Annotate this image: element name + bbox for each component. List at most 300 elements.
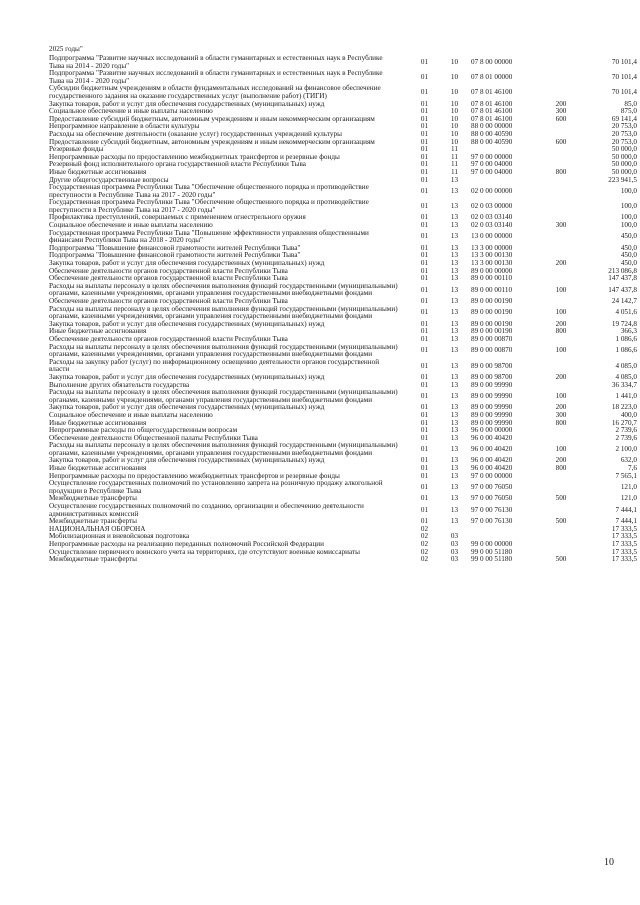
- row-target-article: 07 8 01 46100: [471, 114, 513, 123]
- row-name: Расходы на выплаты персоналу в целях обеспечения выполнения функций государственными (муниципальными) органами, казенными учреждениями, органами управления государственными внебюджетными фондами: [49, 281, 398, 298]
- row-amount: 4 085,0: [615, 372, 637, 381]
- row-target-article: 97 0 00 76050: [471, 483, 513, 492]
- row-subsection: 13: [450, 380, 459, 389]
- row-amount: 69 141,4: [611, 114, 637, 123]
- row-section: 01: [420, 232, 429, 241]
- row-name: Резервные фонды: [49, 145, 104, 154]
- row-section: 01: [420, 175, 429, 184]
- row-target-article: 96 0 00 40420: [471, 464, 513, 473]
- row-target-article: 07 8 01 00000: [471, 72, 513, 81]
- row-expense-type: [543, 123, 579, 131]
- table-row: [49, 184, 637, 199]
- row-name: Расходы на закупку работ (услуг) по информационному освещению деятельности органов государственной власти: [49, 357, 380, 374]
- row-amount: 7 444,1: [615, 505, 637, 514]
- row-name: Межбюджетные трансферты: [49, 555, 137, 564]
- row-name: Обеспечение деятельности Общественной палаты Республики Тыва: [49, 433, 258, 442]
- row-section: 01: [420, 72, 429, 81]
- row-subsection: 13: [450, 334, 459, 343]
- row-section: 01: [420, 221, 429, 230]
- row-section: 02: [420, 540, 429, 548]
- row-name: Подпрограмма "Повышение финансовой грамотности жителей Республики Тыва": [49, 243, 301, 252]
- row-target-article: 88 0 00 40590: [471, 137, 513, 146]
- row-expense-type: [543, 480, 579, 495]
- row-target-article: 89 0 00 00190: [471, 297, 513, 305]
- row-name: Подпрограмма "Повышение финансовой грамотности жителей Республики Тыва": [49, 251, 301, 260]
- row-subsection: 10: [450, 88, 459, 97]
- row-name: Закупка товаров, работ и услуг для обеспечения государственных (муниципальных) нужд: [49, 456, 325, 465]
- table-row: [49, 306, 637, 321]
- row-name: Расходы на обеспечение деятельности (оказание услуг) государственных учреждений культуры: [49, 129, 342, 138]
- row-target-article: 13 3 00 00130: [471, 251, 513, 260]
- row-subsection: 13: [450, 456, 459, 465]
- row-name: Непрограммное направление в области культуры: [49, 122, 200, 131]
- row-expense-type: [543, 359, 579, 374]
- row-expense-type: [543, 382, 579, 390]
- row-subsection: 13: [450, 186, 459, 195]
- row-amount: 450,0: [620, 251, 637, 260]
- row-section: 01: [420, 266, 429, 275]
- row-target-article: 13 3 00 00130: [471, 259, 513, 268]
- row-amount: 121,0: [620, 483, 637, 492]
- row-target-article: 89 0 00 98700: [471, 372, 513, 381]
- row-section: 01: [420, 361, 429, 370]
- row-subsection: 10: [450, 107, 459, 116]
- row-name: Социальное обеспечение и иные выплаты населению: [49, 410, 213, 419]
- row-expense-type: 100: [555, 445, 567, 454]
- row-name: Межбюджетные трансферты: [49, 494, 137, 503]
- row-name: Государственная программа Республики Тыва "Повышение эффективности управления общественными финансами Республики Тыва на 2018 - 2020 годы": [49, 228, 369, 245]
- row-expense-type: [543, 275, 579, 283]
- row-expense-type: 800: [555, 418, 567, 427]
- row-section: 01: [420, 213, 429, 222]
- row-target-article: 89 0 00 98700: [471, 361, 513, 370]
- row-amount: 70 101,4: [611, 57, 637, 66]
- row-subsection: 10: [450, 137, 459, 146]
- row-name: НАЦИОНАЛЬНАЯ ОБОРОНА: [49, 524, 146, 533]
- row-target-article: 96 0 00 40420: [471, 456, 513, 465]
- table-row: [49, 55, 637, 70]
- table-row: [49, 442, 637, 457]
- row-expense-type: [543, 245, 579, 253]
- row-amount: 147 437,8: [608, 274, 637, 283]
- row-amount: 4 085,0: [615, 361, 637, 370]
- row-subsection: 13: [450, 471, 459, 480]
- table-row: [49, 344, 637, 359]
- row-expense-type: [543, 55, 579, 70]
- row-expense-type: [543, 541, 579, 549]
- row-amount: 7,6: [628, 464, 637, 473]
- row-subsection: 10: [450, 57, 459, 66]
- row-subsection: 13: [450, 202, 459, 211]
- row-subsection: 13: [450, 505, 459, 514]
- row-target-article: 89 0 00 00000: [471, 266, 513, 275]
- row-section: 01: [420, 426, 429, 435]
- row-expense-type: 100: [555, 346, 567, 355]
- row-section: 01: [420, 418, 429, 427]
- row-name: Непрограммные расходы по предоставлению межбюджетных трансфертов и резервные фонды: [49, 152, 340, 161]
- row-target-article: 89 0 00 00190: [471, 327, 513, 336]
- table-row: [49, 283, 637, 298]
- row-amount: 2 739,6: [615, 433, 637, 442]
- row-amount: 50 000,0: [611, 145, 637, 154]
- row-target-article: 89 0 00 00190: [471, 319, 513, 328]
- row-name: Социальное обеспечение и иные выплаты населению: [49, 107, 213, 116]
- row-amount: 1 441,0: [615, 391, 637, 400]
- table-row: [49, 230, 637, 245]
- row-subsection: 11: [451, 160, 458, 169]
- row-target-article: 99 0 00 51180: [471, 555, 513, 564]
- row-expense-type: 800: [555, 167, 567, 176]
- row-target-article: 89 0 00 00870: [471, 334, 513, 343]
- row-amount: 85,0: [624, 99, 637, 108]
- row-expense-type: 300: [555, 221, 567, 230]
- row-amount: 366,3: [620, 327, 637, 336]
- row-subsection: 10: [450, 129, 459, 138]
- row-section: 02: [420, 547, 429, 556]
- row-expense-type: [543, 184, 579, 199]
- row-subsection: 13: [450, 483, 459, 492]
- row-target-article: 97 0 00 00000: [471, 152, 513, 161]
- row-amount: 17 333,5: [611, 532, 637, 541]
- row-expense-type: [543, 427, 579, 435]
- row-section: 01: [420, 259, 429, 268]
- row-name: Мобилизационная и вневойсковая подготовка: [49, 532, 190, 541]
- row-expense-type: 500: [555, 555, 567, 564]
- row-expense-type: [543, 177, 579, 185]
- row-subsection: 10: [450, 72, 459, 81]
- row-name: Закупка товаров, работ и услуг для обеспечения государственных (муниципальных) нужд: [49, 403, 325, 412]
- table-row: [49, 199, 637, 214]
- row-section: 01: [420, 445, 429, 454]
- row-section: 01: [420, 202, 429, 211]
- row-target-article: 02 0 03 03140: [471, 213, 513, 222]
- row-expense-type: 800: [555, 464, 567, 473]
- row-amount: 1 086,6: [615, 346, 637, 355]
- row-section: 01: [420, 114, 429, 123]
- row-expense-type: 500: [555, 494, 567, 503]
- table-row: [49, 70, 637, 85]
- row-amount: 4 051,6: [615, 308, 637, 317]
- row-name: Подпрограмма "Развитие научных исследований в области гуманитарных и естественных наук в Республике Тыва на 2014 - 2020 годы": [49, 69, 383, 85]
- row-expense-type: 500: [555, 517, 567, 526]
- row-name: Расходы на выплаты персоналу в целях обеспечения выполнения функций государственными (муниципальными) органами, казенными учреждениями, органами управления государственными внебюджетными фондами: [49, 388, 398, 404]
- row-expense-type: 600: [555, 114, 567, 123]
- row-amount: 50 000,0: [611, 167, 637, 176]
- row-subsection: 03: [450, 555, 459, 564]
- row-target-article: 07 8 01 46100: [471, 99, 513, 108]
- row-amount: 100,0: [620, 221, 637, 230]
- row-amount: 223 941,5: [608, 175, 637, 184]
- row-name: Подпрограмма "Развитие научных исследований в области гуманитарных и естественных наук в Республике Тыва на 2014 - 2020 годы": [49, 54, 383, 70]
- row-subsection: 13: [450, 426, 459, 435]
- row-name: Закупка товаров, работ и услуг для обеспечения государственных (муниципальных) нужд: [49, 99, 325, 108]
- row-subsection: 03: [450, 540, 459, 548]
- row-target-article: 97 0 00 04000: [471, 160, 513, 169]
- row-target-article: 97 0 00 76050: [471, 494, 513, 503]
- row-name: Непрограммные расходы на реализацию переданных полномочий Российской Федерации: [49, 540, 324, 548]
- row-section: 01: [420, 372, 429, 381]
- row-target-article: 89 0 00 00190: [471, 308, 513, 317]
- row-section: 02: [420, 524, 429, 533]
- row-section: 01: [420, 346, 429, 355]
- row-expense-type: [543, 473, 579, 481]
- row-target-article: 99 0 00 00000: [471, 540, 513, 548]
- row-subsection: 13: [450, 372, 459, 381]
- row-subsection: 13: [450, 327, 459, 336]
- row-target-article: 96 0 00 00000: [471, 426, 513, 435]
- row-section: 01: [420, 517, 429, 526]
- row-section: 01: [420, 122, 429, 131]
- row-subsection: 10: [450, 114, 459, 123]
- row-name: Обеспечение деятельности органов государственной власти Республики Тыва: [49, 334, 288, 343]
- row-subsection: 13: [450, 361, 459, 370]
- row-amount: 1 086,6: [615, 334, 637, 343]
- row-target-article: 89 0 00 99990: [471, 380, 513, 389]
- row-expense-type: [543, 336, 579, 344]
- row-section: 02: [420, 532, 429, 541]
- row-name: Непрограммные расходы по общегосударственным вопросам: [49, 426, 238, 435]
- row-section: 01: [420, 57, 429, 66]
- row-amount: 7 444,1: [615, 517, 637, 526]
- table-row: [49, 503, 637, 518]
- row-expense-type: [543, 503, 579, 518]
- page-number: 10: [604, 857, 614, 868]
- row-expense-type: [543, 533, 579, 541]
- row-name: Предоставление субсидий бюджетным, автономным учреждениям и иным некоммерческим организациям: [49, 137, 375, 146]
- row-expense-type: [543, 298, 579, 306]
- row-subsection: 10: [450, 122, 459, 131]
- row-expense-type: [543, 268, 579, 276]
- row-amount: 17 333,5: [611, 547, 637, 556]
- row-amount: 36 334,7: [611, 380, 637, 389]
- row-subsection: 13: [450, 297, 459, 305]
- row-target-article: [465, 526, 543, 534]
- row-target-article: 88 0 00 00000: [471, 122, 513, 131]
- row-expense-type: 100: [555, 308, 567, 317]
- row-subsection: 13: [450, 418, 459, 427]
- row-subsection: 13: [450, 319, 459, 328]
- row-amount: 20 753,0: [611, 137, 637, 146]
- row-subsection: 13: [450, 251, 459, 260]
- row-section: 01: [420, 107, 429, 116]
- row-amount: 450,0: [620, 243, 637, 252]
- row-target-article: [465, 177, 543, 185]
- row-expense-type: [543, 526, 579, 534]
- row-section: 01: [420, 483, 429, 492]
- row-section: 01: [420, 297, 429, 305]
- row-expense-type: [543, 230, 579, 245]
- row-section: 01: [420, 88, 429, 97]
- row-subsection: 13: [450, 285, 459, 294]
- row-section: 01: [420, 251, 429, 260]
- row-section: 01: [420, 410, 429, 419]
- row-amount: 17 333,5: [611, 524, 637, 533]
- row-target-article: 13 0 00 00000: [471, 232, 513, 241]
- row-section: 01: [420, 99, 429, 108]
- row-amount: 17 333,5: [611, 555, 637, 564]
- row-name: Иные бюджетные ассигнования: [49, 464, 147, 473]
- row-expense-type: [543, 146, 579, 154]
- row-target-article: 02 0 03 03140: [471, 221, 513, 230]
- row-name: Профилактика преступлений, совершаемых с применением огнестрельного оружия: [49, 213, 306, 222]
- row-amount: 17 333,5: [611, 540, 637, 548]
- row-amount: 50 000,0: [611, 160, 637, 169]
- row-section: 01: [420, 433, 429, 442]
- row-name: Межбюджетные трансферты: [49, 517, 137, 526]
- row-subsection: 13: [450, 464, 459, 473]
- row-target-article: 02 0 03 00000: [471, 202, 513, 211]
- row-subsection: 13: [450, 346, 459, 355]
- row-target-article: 07 8 00 00000: [471, 57, 513, 66]
- row-amount: 7 565,1: [615, 471, 637, 480]
- row-section: 01: [420, 129, 429, 138]
- row-section: 01: [420, 308, 429, 317]
- row-target-article: 99 0 00 51180: [471, 547, 513, 556]
- table-row: [49, 359, 637, 374]
- row-target-article: 02 0 00 00000: [471, 186, 513, 195]
- row-amount: 2 100,0: [615, 445, 637, 454]
- row-target-article: 89 0 00 00870: [471, 346, 513, 355]
- row-section: 01: [420, 167, 429, 176]
- continuation-text: 2025 годы": [49, 45, 83, 53]
- row-subsection: 13: [450, 410, 459, 419]
- row-target-article: 89 0 00 00110: [471, 274, 513, 283]
- row-section: 01: [420, 186, 429, 195]
- row-expense-type: 100: [555, 285, 567, 294]
- row-section: 01: [420, 152, 429, 161]
- row-amount: 121,0: [620, 494, 637, 503]
- row-section: 01: [420, 505, 429, 514]
- row-name: Обеспечение деятельности органов государственной власти Республики Тыва: [49, 274, 288, 283]
- row-subsection: 13: [450, 221, 459, 230]
- row-section: 01: [420, 391, 429, 400]
- row-section: 01: [420, 274, 429, 283]
- row-subsection: 13: [450, 266, 459, 275]
- row-name: Расходы на выплаты персоналу в целях обеспечения выполнения функций государственными (муниципальными) органами, казенными учреждениями, органами управления государственными внебюджетными фондами: [49, 304, 398, 321]
- row-amount: 70 101,4: [611, 72, 637, 81]
- row-expense-type: 100: [555, 391, 567, 400]
- row-amount: 20 753,0: [611, 122, 637, 131]
- row-section: 01: [420, 160, 429, 169]
- row-name: Осуществление первичного воинского учета на территориях, где отсутствуют военные комиссариаты: [49, 547, 360, 556]
- row-amount: 70 101,4: [611, 88, 637, 97]
- row-name: Иные бюджетные ассигнования: [49, 327, 147, 336]
- row-amount: 16 270,7: [611, 418, 637, 427]
- row-name: Выполнение других обязательств государства: [49, 380, 190, 389]
- row-amount: 20 753,0: [611, 129, 637, 138]
- row-expense-type: 200: [555, 372, 567, 381]
- row-section: 01: [420, 464, 429, 473]
- row-target-article: 89 0 00 00110: [471, 285, 513, 294]
- row-section: 01: [420, 403, 429, 412]
- row-amount: 19 724,8: [611, 319, 637, 328]
- row-section: 01: [420, 471, 429, 480]
- row-expense-type: 200: [555, 403, 567, 412]
- row-section: 01: [420, 319, 429, 328]
- row-target-article: 97 0 00 04000: [471, 167, 513, 176]
- table-row: [49, 480, 637, 495]
- row-name: Предоставление субсидий бюджетным, автономным учреждениям и иным некоммерческим организациям: [49, 114, 375, 123]
- table-row: [49, 85, 637, 100]
- row-subsection: 03: [450, 547, 459, 556]
- row-expense-type: [543, 154, 579, 162]
- row-subsection: 13: [450, 433, 459, 442]
- row-name: Резервный фонд исполнительного органа государственной власти Республики Тыва: [49, 160, 306, 169]
- table-row: [49, 549, 637, 557]
- row-subsection: 13: [450, 403, 459, 412]
- row-name: Осуществление государственных полномочий по созданию, организации и обеспечению деятельности административных комиссий: [49, 502, 364, 518]
- row-name: Расходы на выплаты персоналу в целях обеспечения выполнения функций государственными (муниципальными) органами, казенными учреждениями, органами управления государственными внебюджетными фондами: [49, 342, 398, 359]
- row-amount: 18 223,0: [611, 403, 637, 412]
- row-amount: 100,0: [620, 213, 637, 222]
- row-amount: 147 437,8: [608, 285, 637, 294]
- row-name: Иные бюджетные ассигнования: [49, 167, 147, 176]
- row-expense-type: 200: [555, 259, 567, 268]
- row-name: Государственная программа Республики Тыва "Обеспечение общественного порядка и противодействие преступности в Республике Тыва на 2017 - 2020 годы": [49, 183, 369, 199]
- row-expense-type: 200: [555, 99, 567, 108]
- row-subsection: 13: [450, 308, 459, 317]
- row-name: Иные бюджетные ассигнования: [49, 418, 147, 427]
- row-name: Закупка товаров, работ и услуг для обеспечения государственных (муниципальных) нужд: [49, 259, 325, 268]
- row-subsection: 11: [451, 145, 458, 154]
- row-amount: 2 739,6: [615, 426, 637, 435]
- row-subsection: 03: [450, 532, 459, 541]
- row-expense-type: [543, 85, 579, 100]
- row-subsection: 13: [450, 517, 459, 526]
- row-amount: 632,0: [620, 456, 637, 465]
- row-target-article: 97 0 00 00000: [471, 471, 513, 480]
- row-amount: 100,0: [620, 202, 637, 211]
- budget-table-body: [49, 55, 637, 564]
- row-section: 01: [420, 243, 429, 252]
- row-amount: 100,0: [620, 186, 637, 195]
- row-target-article: 96 0 00 40420: [471, 445, 513, 454]
- row-subsection: 13: [450, 175, 459, 184]
- row-name: Расходы на выплаты персоналу в целях обеспечения выполнения функций государственными (муниципальными) органами, казенными учреждениями, органами управления государственными внебюджетными фондами: [49, 441, 398, 457]
- row-name: Социальное обеспечение и иные выплаты населению: [49, 221, 213, 230]
- row-target-article: 89 0 00 99990: [471, 418, 513, 427]
- row-target-article: 89 0 00 99990: [471, 403, 513, 412]
- row-amount: 24 142,7: [611, 297, 637, 305]
- row-subsection: 13: [450, 494, 459, 503]
- table-row: [49, 389, 637, 404]
- row-amount: 875,0: [620, 107, 637, 116]
- row-target-article: 97 0 00 76130: [471, 505, 513, 514]
- row-target-article: 13 3 00 00000: [471, 243, 513, 252]
- row-target-article: 07 8 01 46100: [471, 88, 513, 97]
- row-name: Другие общегосударственные вопросы: [49, 175, 169, 184]
- row-name: Закупка товаров, работ и услуг для обеспечения государственных (муниципальных) нужд: [49, 372, 325, 381]
- row-target-article: 97 0 00 76130: [471, 517, 513, 526]
- row-section: 02: [420, 555, 429, 564]
- row-name: Осуществление государственных полномочий по установлению запрета на розничную продажу алкогольной продукции в Республике Тыва: [49, 479, 383, 495]
- row-target-article: 89 0 00 99990: [471, 391, 513, 400]
- row-name: Обеспечение деятельности органов государственной власти Республики Тыва: [49, 266, 288, 275]
- row-section: 01: [420, 494, 429, 503]
- row-section: 01: [420, 456, 429, 465]
- row-subsection: 13: [450, 274, 459, 283]
- row-expense-type: [543, 199, 579, 214]
- row-subsection: 11: [451, 167, 458, 176]
- row-amount: 400,0: [620, 410, 637, 419]
- row-subsection: 13: [450, 445, 459, 454]
- row-amount: 450,0: [620, 232, 637, 241]
- row-section: 01: [420, 334, 429, 343]
- row-subsection: 13: [450, 232, 459, 241]
- row-expense-type: 800: [555, 327, 567, 336]
- row-expense-type: 300: [555, 107, 567, 116]
- row-name: Закупка товаров, работ и услуг для обеспечения государственных (муниципальных) нужд: [49, 319, 325, 328]
